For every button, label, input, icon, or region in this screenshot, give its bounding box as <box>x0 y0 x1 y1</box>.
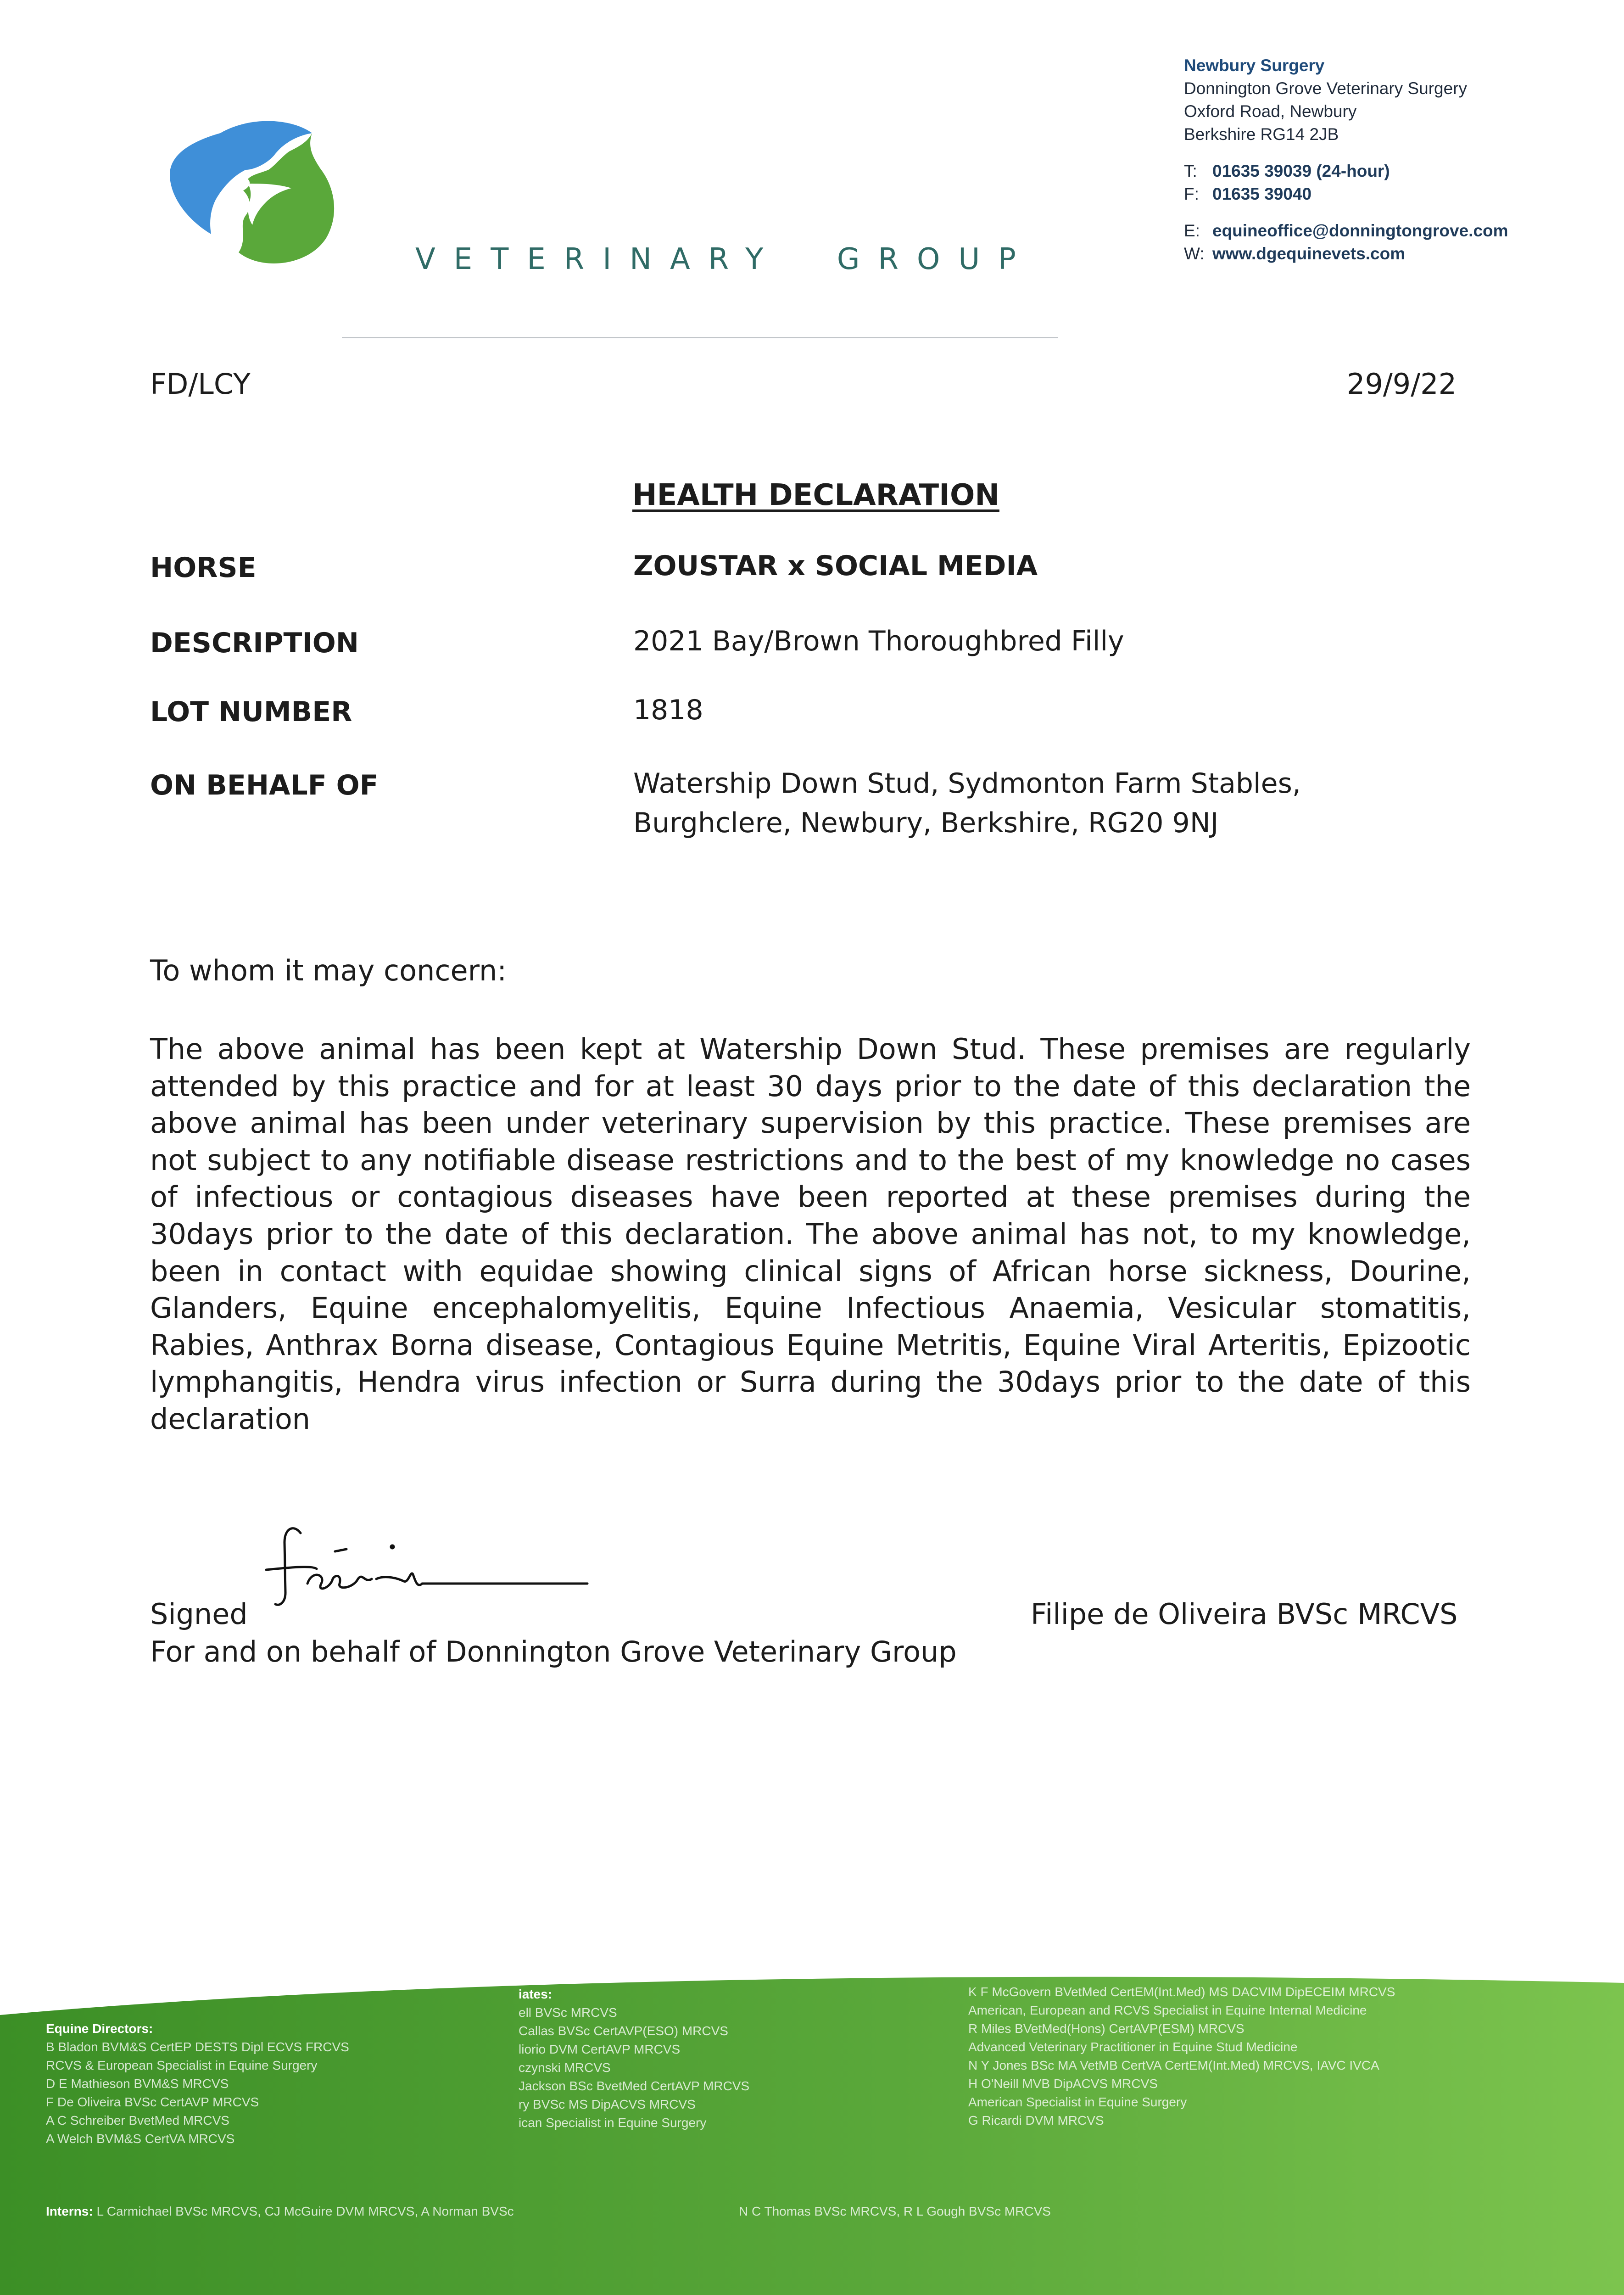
specialist-line: R Miles BVetMed(Hons) CertAVP(ESM) MRCVS <box>968 2021 1245 2036</box>
veterinary-group-logo <box>161 115 344 285</box>
specialist-line: G Ricardi DVM MRCVS <box>968 2113 1104 2127</box>
associate-line: liorio DVM CertAVP MRCVS <box>519 2042 681 2056</box>
associate-line: Jackson BSc BvetMed CertAVP MRCVS <box>519 2079 750 2093</box>
specialist-line: H O'Neill MVB DipACVS MRCVS <box>968 2077 1158 2091</box>
directors-title: Equine Directors: <box>46 2021 153 2036</box>
interns-line-2: N C Thomas BVSc MRCVS, R L Gough BVSc MRCVS <box>739 2204 1051 2218</box>
signed-label: Signed <box>150 1597 248 1631</box>
tel-label: T: <box>1184 162 1197 180</box>
address-line: Oxford Road, Newbury <box>1184 102 1357 121</box>
field-label-description: DESCRIPTION <box>150 627 359 659</box>
declaration-body: The above animal has been kept at Watership Down Stud. These premises are regularly attended by this practice and for at least 30 days prior to the date of this declaration the above animal has been under veterinary supervision by this practice. These premises are not subject to any notifiable disease restrictions and to the best of my knowledge no cases of infectious or contagious diseases have been reported at these premises during the 30days prior to the date of this declaration. The above animal has not, to my knowledge, been in contact with equidae showing clinical signs of African horse sickness, Dourine, Glanders, Equine encephalomyelitis, Equine Infectious Anaemia, Vesicular stomatitis, Rabies, Anthrax Borna disease, Contagious Equine Metritis, Equine Viral Arteritis, Epizootic lymphangitis, Hendra virus infection or Surra during the 30days prior to the date of this declaration <box>150 1032 1471 1436</box>
behalf-line: Watership Down Stud, Sydmonton Farm Stables, <box>633 767 1301 800</box>
associate-line: czynski MRCVS <box>519 2060 611 2075</box>
behalf-line: Burghclere, Newbury, Berkshire, RG20 9NJ <box>633 807 1219 839</box>
field-label-lot-number: LOT NUMBER <box>150 696 352 728</box>
specialist-line: K F McGovern BVetMed CertEM(Int.Med) MS DACVIM DipECEIM MRCVS <box>968 1985 1395 1999</box>
specialists-block <box>968 1983 1611 2130</box>
director-line: RCVS & European Specialist in Equine Surgery <box>46 2058 318 2072</box>
director-line: A Welch BVM&S CertVA MRCVS <box>46 2132 235 2146</box>
address-line: Berkshire RG14 2JB <box>1184 125 1339 144</box>
field-value-on-behalf-of <box>633 764 1301 843</box>
email-address: equineoffice@donningtongrove.com <box>1212 221 1508 240</box>
associate-line: ry BVSc MS DipACVS MRCVS <box>519 2097 696 2111</box>
associates-title: iates: <box>519 1987 552 2001</box>
greeting: To whom it may concern: <box>150 954 507 987</box>
brand-wordmark: VETERINARY GROUP <box>415 242 1034 276</box>
associate-line: ican Specialist in Equine Surgery <box>519 2116 707 2130</box>
tel-number: 01635 39039 (24-hour) <box>1212 162 1390 180</box>
field-label-horse: HORSE <box>150 552 257 584</box>
directors-block <box>46 2020 505 2148</box>
specialist-line: American Specialist in Equine Surgery <box>968 2095 1187 2109</box>
fax-number: 01635 39040 <box>1212 185 1312 203</box>
fax-label: F: <box>1184 185 1199 203</box>
field-value-description: 2021 Bay/Brown Thoroughbred Filly <box>633 625 1124 657</box>
associate-line: ell BVSc MRCVS <box>519 2005 617 2020</box>
director-line: D E Mathieson BVM&S MRCVS <box>46 2077 229 2091</box>
specialist-line: Advanced Veterinary Practitioner in Equine Stud Medicine <box>968 2040 1298 2054</box>
handwritten-signature <box>248 1515 606 1643</box>
practice-contact-block <box>1184 54 1615 265</box>
practice-name: Newbury Surgery <box>1184 56 1325 75</box>
reference-code: FD/LCY <box>150 367 251 401</box>
director-line: B Bladon BVM&S CertEP DESTS Dipl ECVS FRCVS <box>46 2040 349 2054</box>
web-label: W: <box>1184 244 1205 263</box>
on-behalf-line: For and on behalf of Donnington Grove Veterinary Group <box>150 1635 957 1668</box>
header-divider <box>342 337 1058 338</box>
email-label: E: <box>1184 221 1200 240</box>
specialist-line: American, European and RCVS Specialist in Equine Internal Medicine <box>968 2003 1367 2017</box>
signatory-name: Filipe de Oliveira BVSc MRCVS <box>1031 1597 1458 1631</box>
document-title: HEALTH DECLARATION <box>632 478 999 512</box>
associates-block <box>519 1985 932 2132</box>
website: www.dgequinevets.com <box>1212 244 1406 263</box>
director-line: F De Oliveira BVSc CertAVP MRCVS <box>46 2095 259 2109</box>
document-date: 29/9/22 <box>1347 367 1457 401</box>
interns-block <box>46 2202 734 2221</box>
interns-title: Interns: <box>46 2204 93 2218</box>
associate-line: Callas BVSc CertAVP(ESO) MRCVS <box>519 2024 728 2038</box>
field-label-on-behalf-of: ON BEHALF OF <box>150 769 379 801</box>
specialist-line: N Y Jones BSc MA VetMB CertVA CertEM(Int.Med) MRCVS, IAVC IVCA <box>968 2058 1379 2072</box>
director-line: A C Schreiber BvetMed MRCVS <box>46 2113 229 2127</box>
address-line: Donnington Grove Veterinary Surgery <box>1184 79 1468 98</box>
interns-line: L Carmichael BVSc MRCVS, CJ McGuire DVM MRCVS, A Norman BVSc <box>96 2204 514 2218</box>
field-value-horse: ZOUSTAR x SOCIAL MEDIA <box>633 550 1038 582</box>
field-value-lot-number: 1818 <box>633 694 703 726</box>
